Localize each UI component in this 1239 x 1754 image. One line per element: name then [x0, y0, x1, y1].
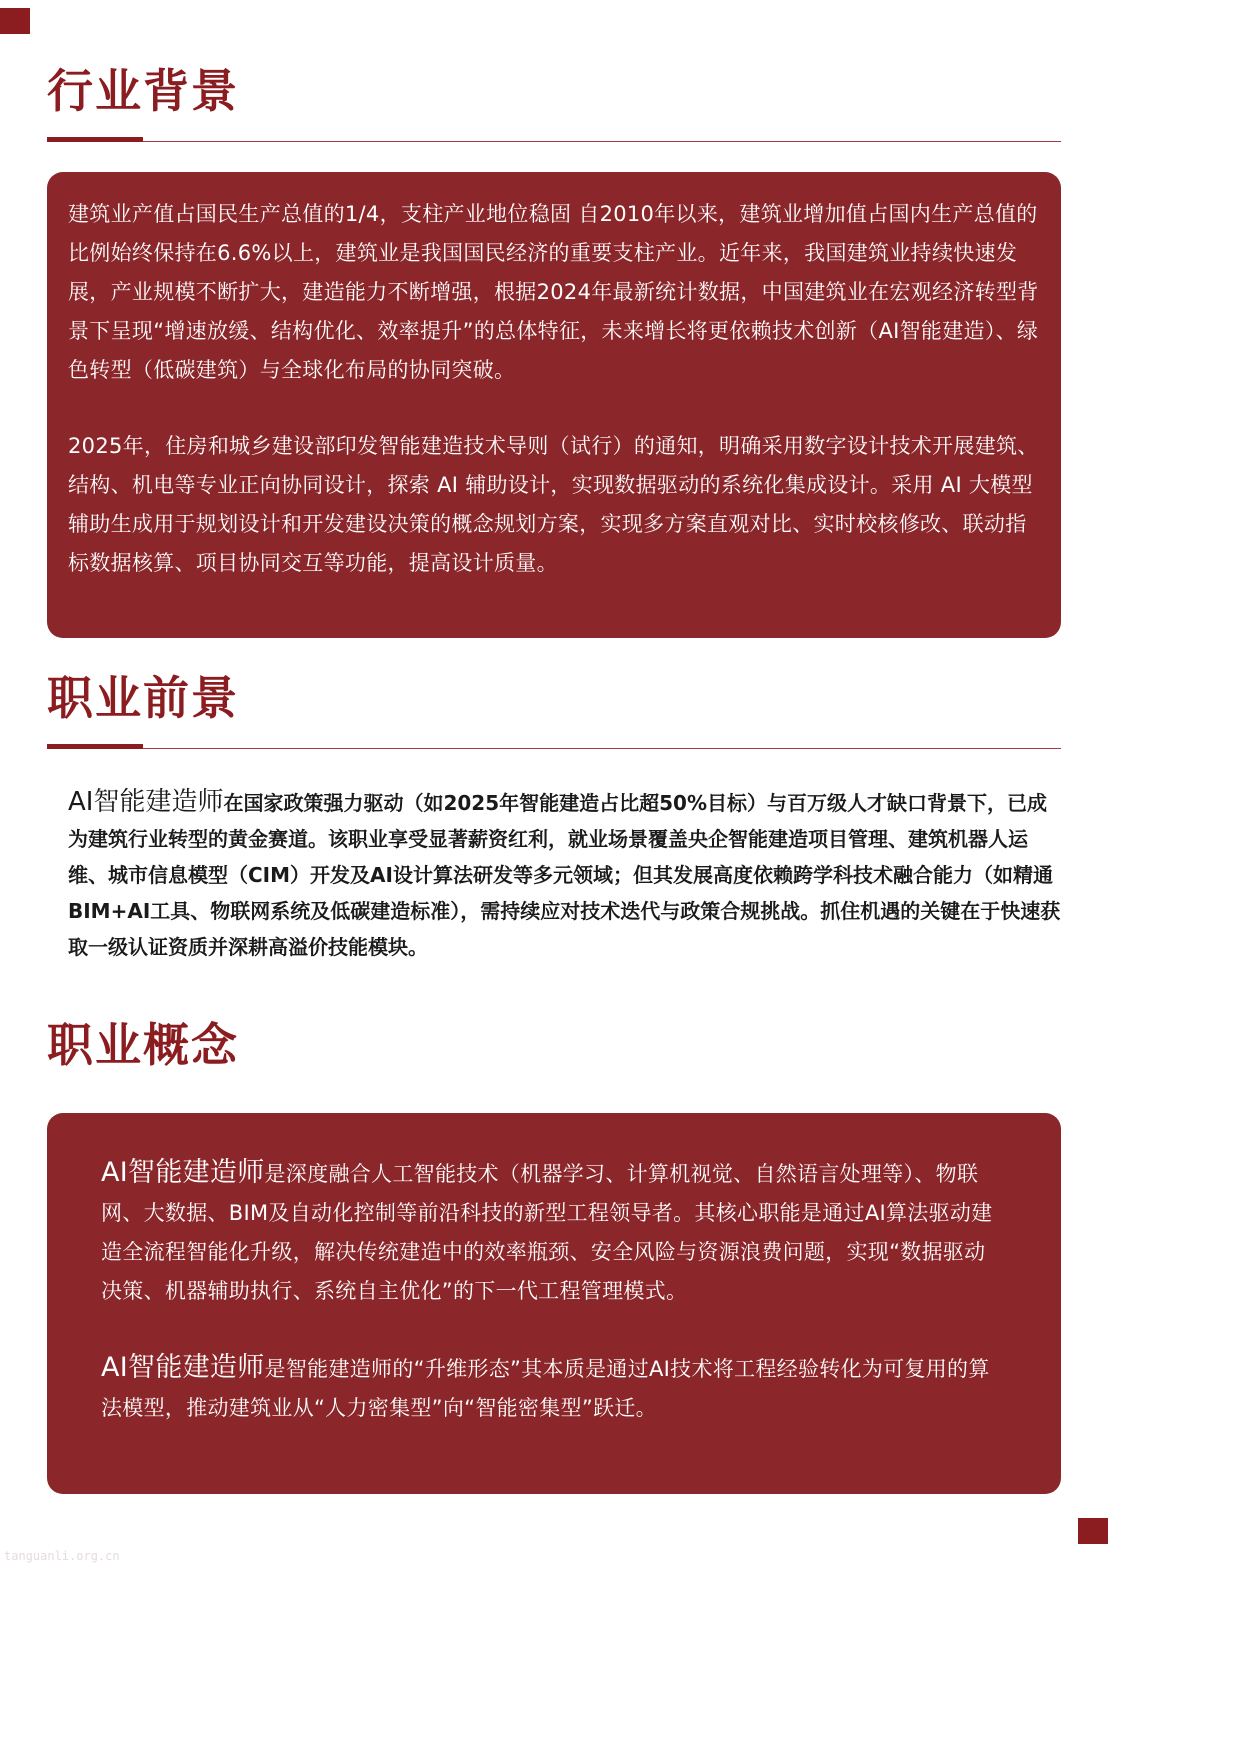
- prospects-paragraph: [68, 784, 1063, 965]
- prospects-lead: AI智能建造师: [68, 787, 224, 817]
- concept-lead-1: AI智能建造师: [101, 1157, 265, 1188]
- concept-body-1: 是深度融合人工智能技术（机器学习、计算机视觉、自然语言处理等）、物联网、大数据、BIM及自动化控制等前沿科技的新型工程领导者。其核心职能是通过AI算法驱动建造全流程智能化升级，解决传统建造中的效率瓶颈、安全风险与资源浪费问题，实现“数据驱动决策、机器辅助执行、系统自主优化”的下一代工程管理模式。: [101, 1162, 993, 1303]
- section-divider: [47, 748, 1061, 749]
- corner-decoration-top: [0, 8, 30, 34]
- concept-lead-2: AI智能建造师: [101, 1352, 265, 1383]
- section-title-background: 行业背景: [47, 64, 239, 118]
- section-title-prospects: 职业前景: [47, 671, 239, 725]
- background-panel: [47, 172, 1061, 638]
- concept-panel: [47, 1113, 1061, 1494]
- section-divider: [47, 141, 1061, 142]
- footer-watermark: tanguanli.org.cn: [4, 1549, 120, 1563]
- corner-decoration-bottom: [1078, 1518, 1108, 1544]
- concept-paragraph-1: [101, 1153, 1001, 1311]
- concept-body-2: 是智能建造师的“升维形态”其本质是通过AI技术将工程经验转化为可复用的算法模型，推动建筑业从“人力密集型”向“智能密集型”跃迁。: [101, 1357, 990, 1420]
- background-paragraph-2: 2025年，住房和城乡建设部印发智能建造技术导则（试行）的通知，明确采用数字设计技术开展建筑、结构、机电等专业正向协同设计，探索 AI 辅助设计，实现数据驱动的系统化集成设计。采用 AI 大模型辅助生成用于规划设计和开发建设决策的概念规划方案，实现多方案直观对比、实时校核修改、联动指标数据核算、项目协同交互等功能，提高设计质量。: [68, 434, 1039, 575]
- section-divider-accent: [47, 137, 143, 142]
- background-paragraph-1: 建筑业产值占国民生产总值的1/4，支柱产业地位稳固 自2010年以来，建筑业增加值占国内生产总值的比例始终保持在6.6%以上，建筑业是我国国民经济的重要支柱产业。近年来，我国建筑业持续快速发展，产业规模不断扩大，建造能力不断增强，根据2024年最新统计数据，中国建筑业在宏观经济转型背景下呈现“增速放缓、结构优化、效率提升”的总体特征，未来增长将更依赖技术创新（AI智能建造）、绿色转型（低碳建筑）与全球化布局的协同突破。: [68, 202, 1039, 382]
- concept-paragraph-2: [101, 1348, 1001, 1428]
- section-title-concept: 职业概念: [47, 1018, 239, 1072]
- section-divider-accent: [47, 744, 143, 749]
- prospects-body: 在国家政策强力驱动（如2025年智能建造占比超50%目标）与百万级人才缺口背景下，已成为建筑行业转型的黄金赛道。该职业享受显著薪资红利，就业场景覆盖央企智能建造项目管理、建筑机器人运维、城市信息模型（CIM）开发及AI设计算法研发等多元领域；但其发展高度依赖跨学科技术融合能力（如精通BIM+AI工具、物联网系统及低碳建造标准），需持续应对技术迭代与政策合规挑战。抓住机遇的关键在于快速获取一级认证资质并深耕高溢价技能模块。: [68, 791, 1061, 959]
